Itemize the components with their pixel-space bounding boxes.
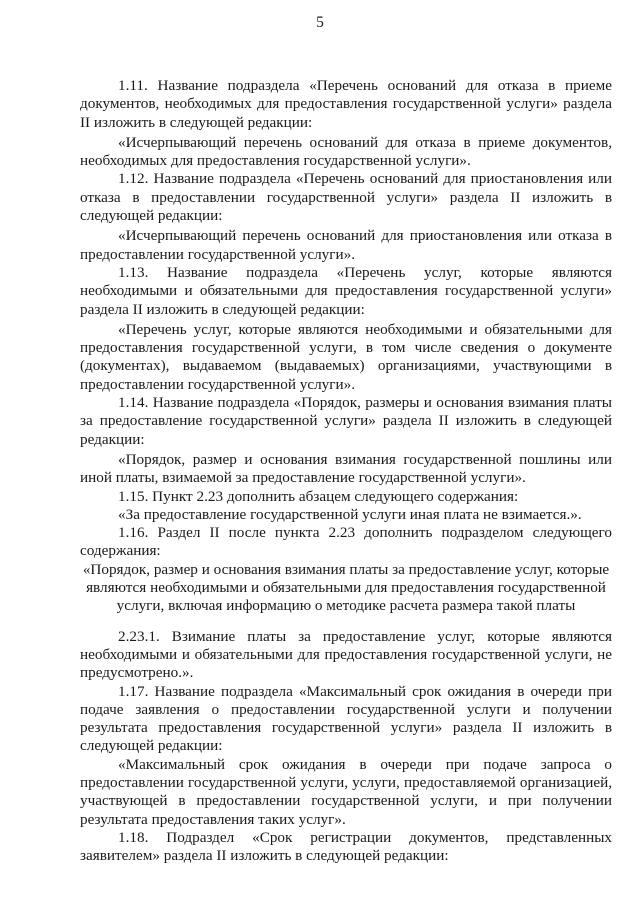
paragraph-quote-1-15: «За предоставление государственной услуги иная плата не взимается.». xyxy=(118,505,582,523)
paragraph-quote-1-13: «Перечень услуг, которые являются необходимыми и обязательными для предоставления государственной услуги, в том числе сведения о документе (документах), выдаваемом (выдаваемых) организациями, участвующими в предоставлении государственной услуги». xyxy=(80,320,612,393)
paragraph-1-14: 1.14. Название подраздела «Порядок, размеры и основания взимания платы за предоставление государственной услуги» раздела II изложить в следующей редакции: xyxy=(80,394,612,448)
paragraph-1-17: 1.17. Название подраздела «Максимальный срок ожидания в очереди при подаче заявления о предоставлении государственной услуги и получении результата предоставления государственной услуги» раздела II изложить в следующей редакции: xyxy=(80,682,612,755)
paragraph-2-23-1: 2.23.1. Взимание платы за предоставление услуг, которые являются необходимыми и обязательными для предоставления государственной услуги, не предусмотрено.». xyxy=(80,627,612,682)
paragraph-quote-1-11: «Исчерпывающий перечень оснований для отказа в приеме документов, необходимых для предоставления государственной услуги». xyxy=(80,133,612,170)
paragraph-quote-1-17: «Максимальный срок ожидания в очереди при подаче запроса о предоставлении государственной услуги, услуги, предоставляемой организацией, участвующей в предоставлении государственной услуги, и при получении результата предоставления таких услуг». xyxy=(80,755,612,828)
paragraph-1-16: 1.16. Раздел II после пункта 2.23 дополнить подразделом следующего содержания: xyxy=(80,524,612,560)
paragraph-1-15: 1.15. Пункт 2.23 дополнить абзацем следующего содержания: xyxy=(118,487,519,505)
paragraph-1-13: 1.13. Название подраздела «Перечень услуг, которые являются необходимыми и обязательными для предоставления государственной услуги» раздела II изложить в следующей редакции: xyxy=(80,263,612,318)
paragraph-quote-1-14: «Порядок, размер и основания взимания государственной пошлины или иной платы, взимаемой за предоставление государственной услуги». xyxy=(80,450,612,487)
paragraph-1-11: 1.11. Название подраздела «Перечень оснований для отказа в приеме документов, необходимых для предоставления государственной услуги» раздела II изложить в следующей редакции: xyxy=(80,77,612,131)
paragraph-1-18: 1.18. Подраздел «Срок регистрации документов, представленных заявителем» раздела II изложить в следующей редакции: xyxy=(80,828,612,865)
paragraph-quote-1-12: «Исчерпывающий перечень оснований для приостановления или отказа в предоставлении государственной услуги». xyxy=(80,227,612,263)
subsection-heading: «Порядок, размер и основания взимания платы за предоставление услуг, которые являются необходимыми и обязательными для предоставления государственной услуги, включая информацию о методике расчета размера такой платы xyxy=(82,560,610,615)
document-body xyxy=(80,77,612,865)
page-number: 5 xyxy=(316,14,324,31)
paragraph-1-12: 1.12. Название подраздела «Перечень оснований для приостановления или отказа в предоставлении государственной услуги» раздела II изложить в следующей редакции: xyxy=(80,170,612,225)
